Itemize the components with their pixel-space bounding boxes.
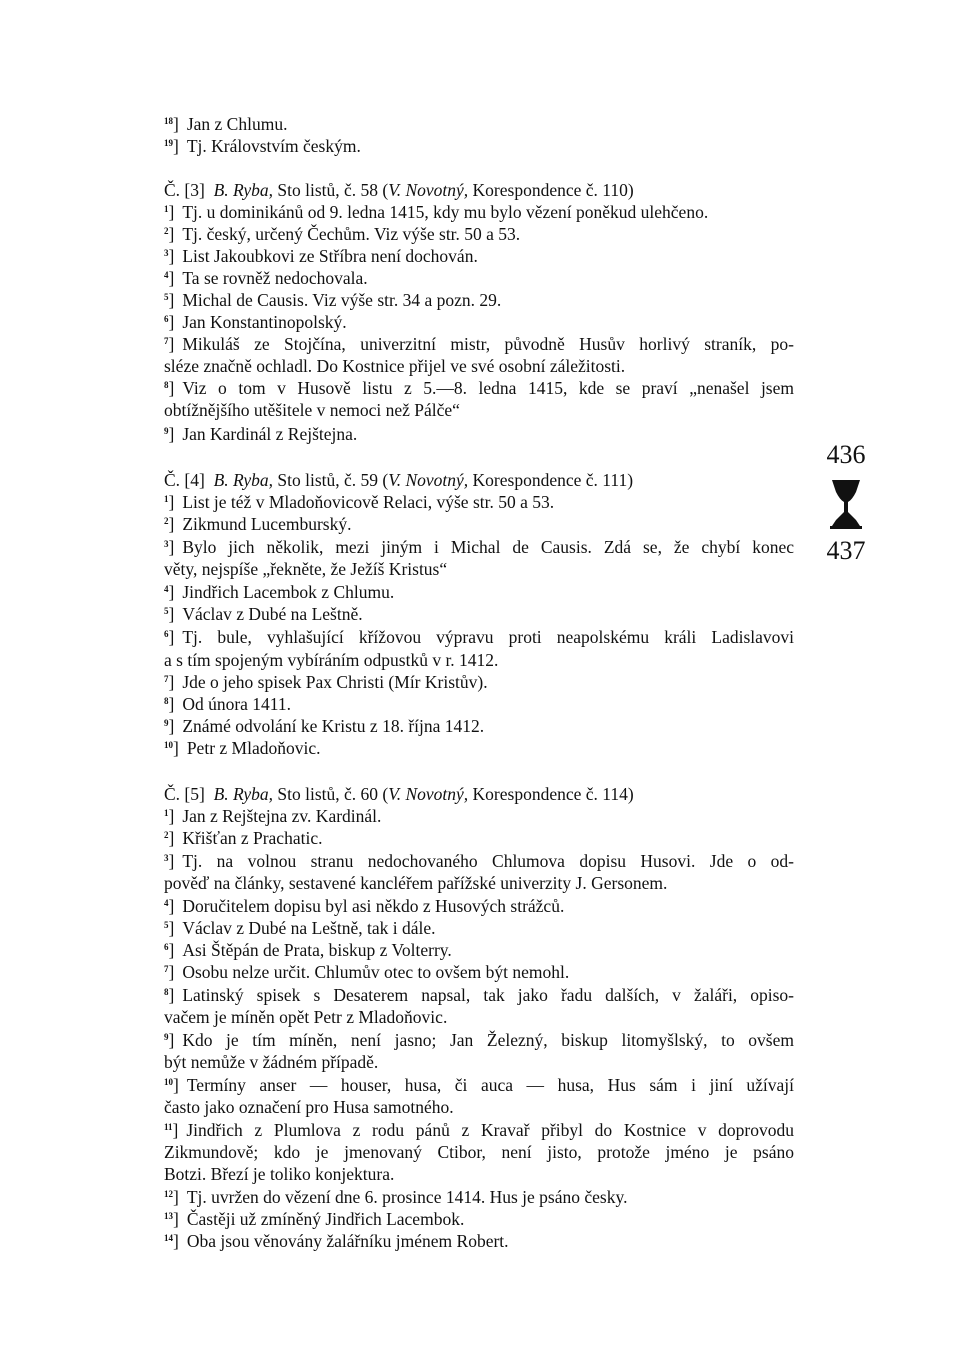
footnote: $^7$] Mikuláš ze Stojčína, univerzitní mistr, původně Husův horlivý straník, po-	[164, 334, 794, 354]
footnote: $^{12}$] Tj. uvržen do vězení dne 6. prosince 1414. Hus je psáno česky.	[164, 1187, 628, 1207]
footnote: $^5$] Michal de Causis. Viz výše str. 34 a pozn. 29.	[164, 290, 502, 310]
footnote: $^7$] Osobu nelze určit. Chlumův otec to ovšem být nemohl.	[164, 962, 570, 982]
footnote: $^5$] Václav z Dubé na Leštně.	[164, 604, 363, 624]
footnote: $^3$] List Jakoubkovi ze Stříbra není dochován.	[164, 246, 478, 266]
footnote: $^2$] Zikmund Lucemburský.	[164, 514, 352, 534]
footnote-continuation: často jako označení pro Husa samotného.	[164, 1097, 454, 1117]
footnote: $^9$] Známé odvolání ke Kristu z 18. října 1412.	[164, 716, 485, 736]
footnote: $^{10}$] Petr z Mladoňovic.	[164, 738, 321, 758]
footnote: $^4$] Doručitelem dopisu byl asi někdo z Husových strážců.	[164, 896, 565, 916]
footnote-continuation: a s tím spojeným vybíráním odpustků v r. 1412.	[164, 650, 499, 670]
letter-heading: Č. [3] B. Ryba, Sto listů, č. 58 (V. Novotný, Korespondence č. 110)	[164, 180, 634, 200]
footnote-continuation: Botzi. Březí je toliko konjektura.	[164, 1164, 395, 1184]
footnote: $^8$] Od února 1411.	[164, 694, 292, 714]
footnote-continuation: obtížnějšího utěšitele v nemoci než Pálče“	[164, 400, 460, 420]
footnote: $^1$] Jan z Rejštejna zv. Kardinál.	[164, 806, 382, 826]
footnote: $^7$] Jde o jeho spisek Pax Christi (Mír Kristův).	[164, 672, 488, 692]
footnote-continuation: pověď na články, sestavené kancléřem pařížské univerzity J. Gersonem.	[164, 873, 668, 893]
letter-heading: Č. [4] B. Ryba, Sto listů, č. 59 (V. Novotný, Korespondence č. 111)	[164, 470, 634, 490]
footnote: $^9$] Jan Kardinál z Rejštejna.	[164, 424, 358, 444]
page-number-left: 436	[826, 440, 866, 469]
footnote-continuation: sléze značně ochladl. Do Kostnice přijel ve své osobní záležitosti.	[164, 356, 626, 376]
footnote: $^9$] Kdo je tím míněn, není jasno; Jan Železný, biskup litomyšlský, to ovšem	[164, 1030, 794, 1050]
footnote: $^8$] Latinský spisek s Desaterem napsal, tak jako řadu dalších, v žaláři, opiso-	[164, 985, 794, 1005]
footnote: $^{19}$] Tj. Královstvím českým.	[164, 136, 361, 156]
footnote: $^2$] Křišťan z Prachatic.	[164, 828, 323, 848]
chalice-icon	[826, 478, 866, 530]
footnote: $^6$] Jan Konstantinopolský.	[164, 312, 347, 332]
footnote: $^1$] List je též v Mladoňovicově Relaci, výše str. 50 a 53.	[164, 492, 555, 512]
footnote-continuation: vačem je míněn opět Petr z Mladoňovic.	[164, 1007, 448, 1027]
footnote: $^5$] Václav z Dubé na Leštně, tak i dále.	[164, 918, 436, 938]
footnote: $^4$] Jindřich Lacembok z Chlumu.	[164, 582, 395, 602]
footnote: $^3$] Bylo jich několik, mezi jiným i Michal de Causis. Zdá se, že chybí konec	[164, 537, 794, 557]
footnote: $^4$] Ta se rovněž nedochovala.	[164, 268, 368, 288]
footnote: $^2$] Tj. český, určený Čechům. Viz výše str. 50 a 53.	[164, 224, 521, 244]
footnote: $^{11}$] Jindřich z Plumlova z rodu pánů z Kravař přibyl do Kostnice v doprovodu	[164, 1120, 794, 1140]
letter-heading: Č. [5] B. Ryba, Sto listů, č. 60 (V. Novotný, Korespondence č. 114)	[164, 784, 634, 804]
footnote: $^1$] Tj. u dominikánů od 9. ledna 1415, kdy mu bylo vězení poněkud ulehčeno.	[164, 202, 709, 222]
footnote: $^{18}$] Jan z Chlumu.	[164, 114, 288, 134]
footnote: $^6$] Asi Štěpán de Prata, biskup z Volterry.	[164, 940, 452, 960]
footnote: $^8$] Viz o tom v Husově listu z 5.—8. ledna 1415, kde se praví „nenašel jsem	[164, 378, 794, 398]
footnote: $^3$] Tj. na volnou stranu nedochovaného Chlumova dopisu Husovi. Jde o od-	[164, 851, 794, 871]
footnote-continuation: být nemůže v žádném případě.	[164, 1052, 379, 1072]
page-number-right: 437	[826, 536, 866, 565]
footnote-continuation: Zikmundově; kdo je jmenovaný Ctibor, není jisto, protože jméno je psáno	[164, 1142, 794, 1162]
footnote: $^{14}$] Oba jsou věnovány žalářníku jménem Robert.	[164, 1231, 509, 1251]
footnote: $^{10}$] Termíny anser — houser, husa, či auca — husa, Hus sám i jiní užívají	[164, 1075, 794, 1095]
footnote: $^6$] Tj. bule, vyhlašující křížovou výpravu proti neapolskému králi Ladislavovi	[164, 627, 794, 647]
footnote-continuation: věty, nejspíše „řekněte, že Ježíš Kristus“	[164, 559, 448, 579]
footnote: $^{13}$] Častěji už zmíněný Jindřich Lacembok.	[164, 1209, 465, 1229]
